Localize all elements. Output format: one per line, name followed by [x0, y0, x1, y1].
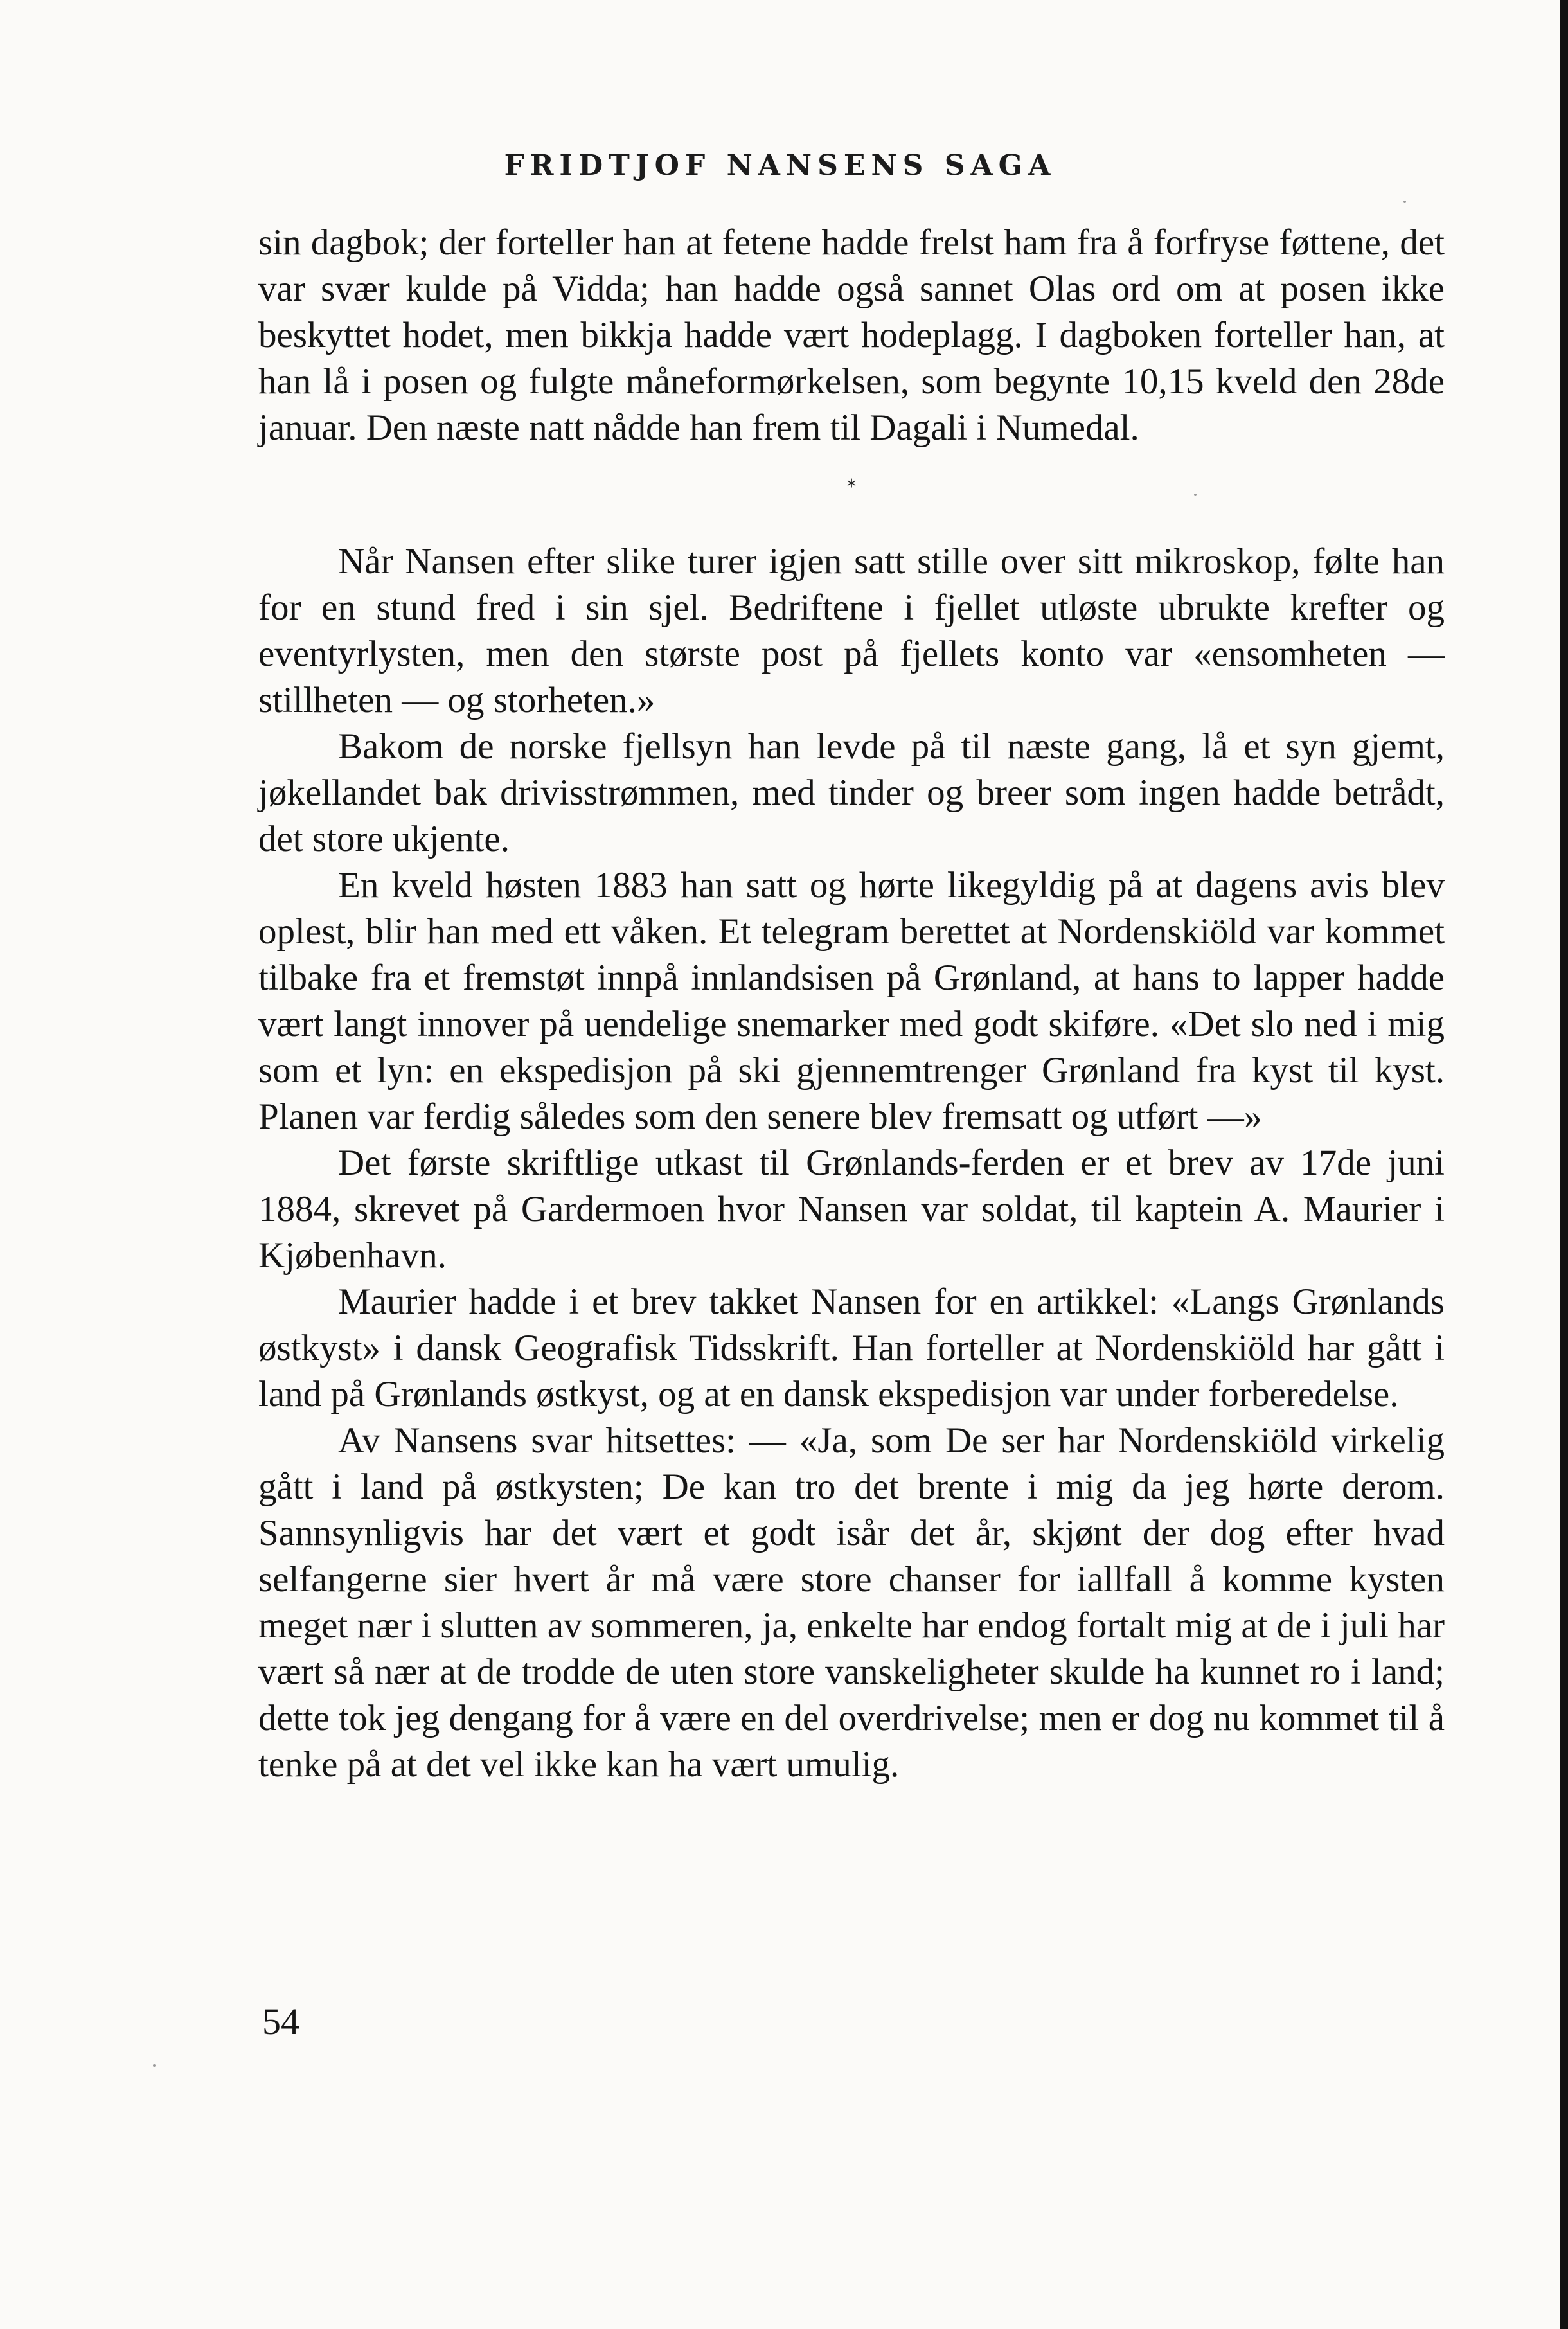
- page-number: 54: [262, 2001, 299, 2042]
- paragraph-7: Av Nansens svar hitsettes: — «Ja, som De ser har Nordenskiöld virkelig gått i land på østkysten; De kan tro det brente i mig da jeg hørte derom. Sannsynligvis har det vært et godt isår det år, skjønt der dog efter hvad selfangerne sier hvert år må være store chanser for iallfall å komme kysten meget nær i slutten av sommeren, ja, enkelte har endog fortalt mig at de i juli har vært så nær at de trodde de uten store vanskeligheter skulde ha kunnet ro i land; dette tok jeg dengang for å være en del overdrivelse; men er dog nu kommet til å tenke på at det vel ikke kan ha vært umulig.: [258, 1420, 1445, 1785]
- paragraph-1: sin dagbok; der forteller han at fetene hadde frelst ham fra å forfryse føttene, det var svær kulde på Vidda; han hadde også sannet Olas ord om at posen ikke beskyttet hodet, men bikkja hadde vært hodeplagg. I dagboken forteller han, at han lå i posen og fulgte måneformørkelsen, som begynte 10,15 kveld den 28de januar. Den næste natt nådde han frem til Dagali i Numedal.: [258, 222, 1445, 448]
- paragraph-2: Når Nansen efter slike turer igjen satt stille over sitt mikroskop, følte han for en stund fred i sin sjel. Bedriftene i fjellet utløste ubrukte krefter og eventyrlysten, men den største post på fjellets konto var «ensomheten — stillheten — og storheten.»: [258, 541, 1445, 720]
- paper-speck: [1403, 201, 1406, 203]
- body-text: [258, 220, 1445, 1788]
- paragraph-3: Bakom de norske fjellsyn han levde på til næste gang, lå et syn gjemt, jøkellandet bak drivisstrømmen, med tinder og breer som ingen hadde betrådt, det store ukjente.: [258, 726, 1445, 859]
- paragraph-4: En kveld høsten 1883 han satt og hørte likegyldig på at dagens avis blev oplest, blir han med ett våken. Et telegram berettet at Nordenskiöld var kommet tilbake fra et fremstøt innpå innlandsisen på Grønland, at hans to lapper hadde vært langt innover på uendelige snemarker med godt skiføre. «Det slo ned i mig som et lyn: en ekspedisjon på ski gjennemtrenger Grønland fra kyst til kyst. Planen var ferdig således som den senere blev fremsatt og utført —»: [258, 865, 1445, 1137]
- scan-edge: [1560, 0, 1568, 2329]
- paper-speck: [1194, 494, 1197, 496]
- paper-speck: [153, 2064, 156, 2067]
- paragraph-6: Maurier hadde i et brev takket Nansen for en artikkel: «Langs Grønlands østkyst» i dansk Geografisk Tidsskrift. Han forteller at Nordenskiöld har gått i land på Grønlands østkyst, og at en dansk ekspedisjon var under forberedelse.: [258, 1281, 1445, 1414]
- running-head: FRIDTJOF NANSENS SAGA: [504, 149, 1056, 182]
- paragraph-5: Det første skriftlige utkast til Grønlands-ferden er et brev av 17de juni 1884, skrevet på Gardermoen hvor Nansen var soldat, til kaptein A. Maurier i Kjøbenhavn.: [258, 1143, 1445, 1276]
- section-break-asterisk: *: [846, 476, 857, 498]
